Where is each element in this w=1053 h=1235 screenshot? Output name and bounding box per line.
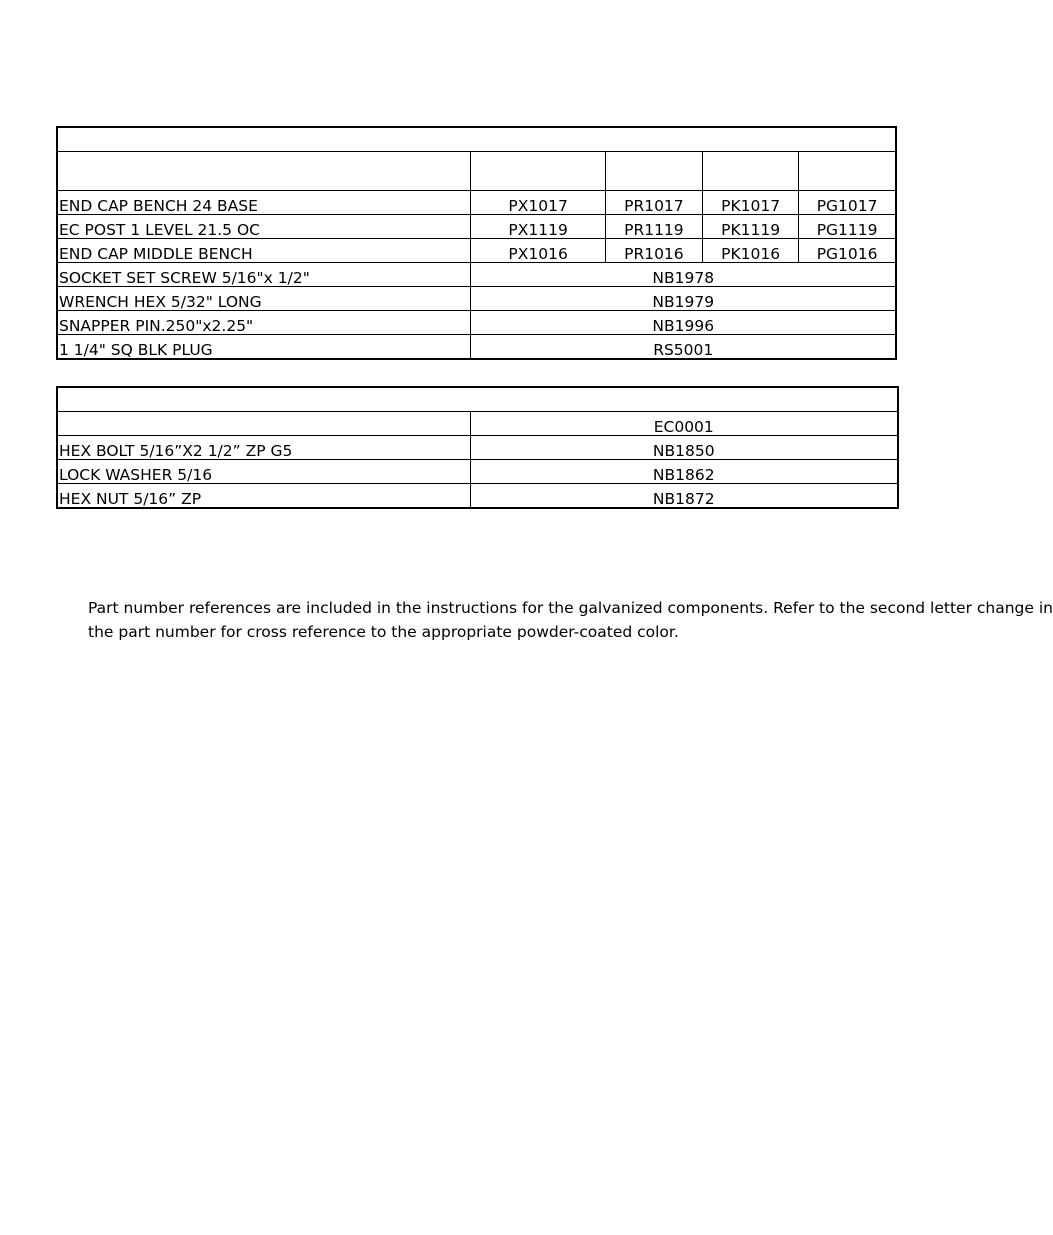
part-number-note: [88, 596, 1053, 644]
part-number: PK1017: [703, 191, 799, 215]
note-line-2: the part number for cross reference to the appropriate powder-coated color.: [88, 623, 679, 641]
table-row: [57, 484, 898, 509]
part-number: PR1119: [605, 215, 702, 239]
table-row: [57, 412, 898, 436]
header-cell-description: [57, 152, 471, 191]
table-row: [57, 335, 896, 360]
part-description: HEX NUT 5/16” ZP: [57, 484, 470, 509]
parts-table-hardware: [56, 386, 899, 509]
part-number: NB1850: [470, 436, 898, 460]
part-number: NB1872: [470, 484, 898, 509]
part-description: SNAPPER PIN.250"x2.25": [57, 311, 471, 335]
part-description: HEX BOLT 5/16”X2 1/2” ZP G5: [57, 436, 470, 460]
parts-table-bench: [56, 126, 897, 360]
part-number: NB1979: [471, 287, 896, 311]
part-number: PG1119: [799, 215, 896, 239]
part-number: PR1017: [605, 191, 702, 215]
table-row: [57, 215, 896, 239]
part-description: LOCK WASHER 5/16: [57, 460, 470, 484]
table-title-cell: [57, 387, 898, 412]
table-row: [57, 263, 896, 287]
part-number: RS5001: [471, 335, 896, 360]
part-number: EC0001: [470, 412, 898, 436]
part-description: [57, 412, 470, 436]
header-cell-color-4: [799, 152, 896, 191]
header-cell-color-3: [703, 152, 799, 191]
part-number: PG1017: [799, 191, 896, 215]
table-row: [57, 311, 896, 335]
part-number: PK1119: [703, 215, 799, 239]
table-title-bar: [57, 387, 898, 412]
part-number: PX1016: [471, 239, 605, 263]
part-number: PK1016: [703, 239, 799, 263]
part-description: EC POST 1 LEVEL 21.5 OC: [57, 215, 471, 239]
table-row: [57, 191, 896, 215]
table-title-cell: [57, 127, 896, 152]
part-number: NB1862: [470, 460, 898, 484]
part-number: PX1017: [471, 191, 605, 215]
table-header-row: [57, 152, 896, 191]
table-row: [57, 436, 898, 460]
part-description: END CAP MIDDLE BENCH: [57, 239, 471, 263]
part-number: PR1016: [605, 239, 702, 263]
part-description: 1 1/4" SQ BLK PLUG: [57, 335, 471, 360]
table-row: [57, 460, 898, 484]
part-number: PG1016: [799, 239, 896, 263]
header-cell-color-2: [605, 152, 702, 191]
table-row: [57, 239, 896, 263]
part-number: NB1996: [471, 311, 896, 335]
header-cell-color-1: [471, 152, 605, 191]
part-number: PX1119: [471, 215, 605, 239]
note-line-1: Part number references are included in the instructions for the galvanized components. Refer to the second letter change in: [88, 599, 1053, 617]
table-title-bar: [57, 127, 896, 152]
part-description: SOCKET SET SCREW 5/16"x 1/2": [57, 263, 471, 287]
part-description: END CAP BENCH 24 BASE: [57, 191, 471, 215]
part-description: WRENCH HEX 5/32" LONG: [57, 287, 471, 311]
table-row: [57, 287, 896, 311]
part-number: NB1978: [471, 263, 896, 287]
